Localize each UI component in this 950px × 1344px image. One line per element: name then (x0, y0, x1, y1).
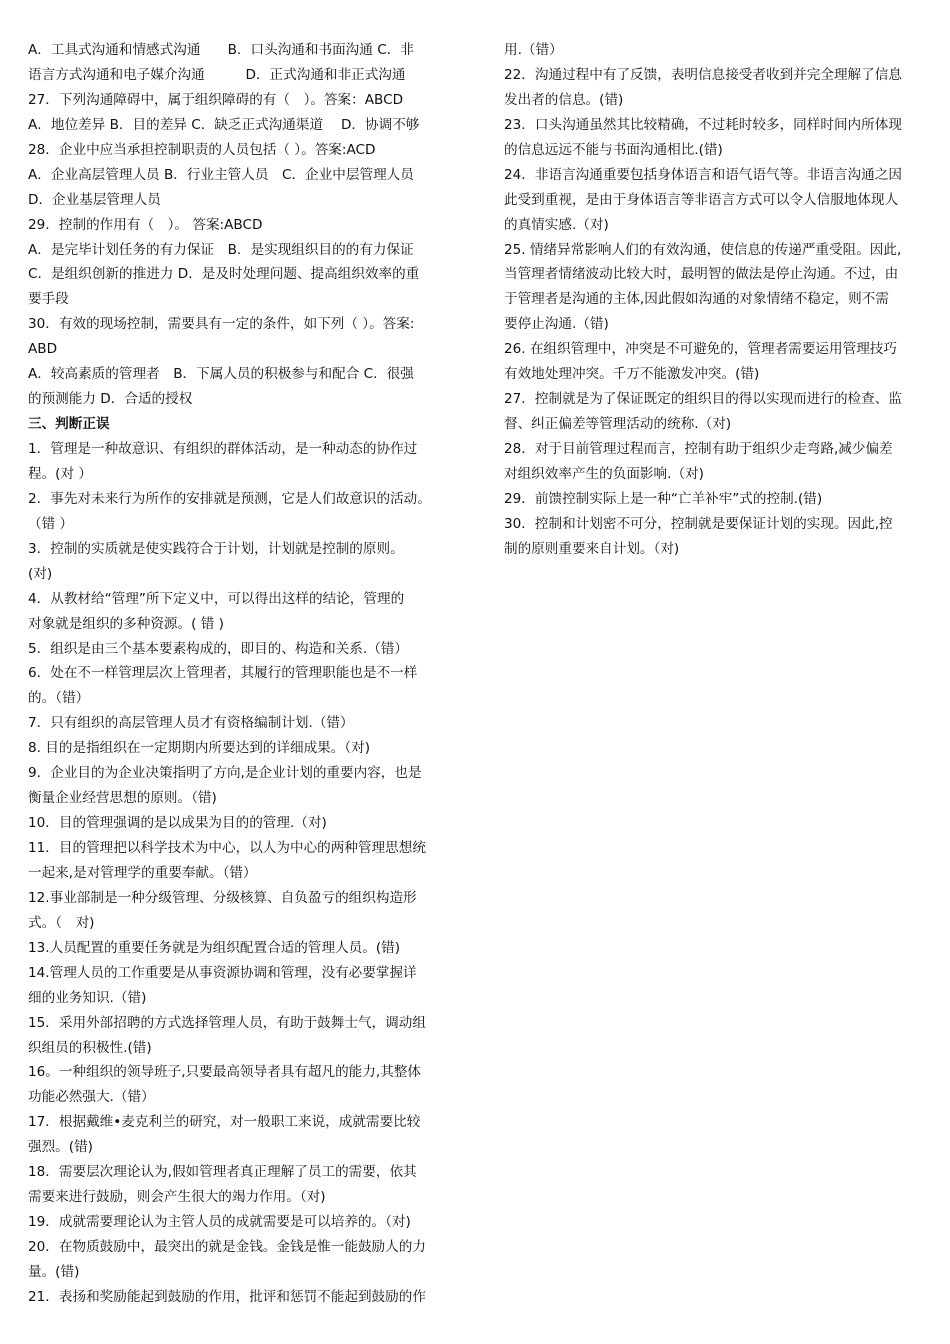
text-line: 11．目的管理把以科学技术为中心，以人为中心的两种管理思想统 (28, 840, 426, 856)
text-line: 功能必然强大.（错） (28, 1089, 155, 1106)
text-line: 的预测能力 D．合适的授权 (28, 391, 193, 408)
left-column (28, 38, 448, 1310)
text-line: 25. 情绪异常影响人们的有效沟通，使信息的传递严重受阻。因此, (504, 241, 902, 258)
text-line: 20．在物质鼓励中，最突出的就是金钱。金钱是惟一能鼓励人的力 (28, 1239, 426, 1255)
text-line: D．企业基层管理人员 (28, 191, 161, 208)
text-line: 28．企业中应当承担控制职责的人员包括（ ）。答案:ACD (28, 141, 376, 158)
text-line: 13.人员配置的重要任务就是为组织配置合适的管理人员。(错) (28, 939, 401, 956)
text-line: 30．控制和计划密不可分，控制就是要保证计划的实现。因此,控 (504, 515, 893, 532)
text-line: 21．表扬和奖励能起到鼓励的作用，批评和惩罚不能起到鼓励的作 (28, 1288, 426, 1305)
text-line: 16。一种组织的领导班子,只要最高领导者具有超凡的能力,其整体 (28, 1064, 421, 1081)
text-line: 7．只有组织的高层管理人员才有资格编制计划.（错） (28, 715, 354, 732)
text-line: 27．控制就是为了保证既定的组织目的得以实现而进行的检查、监 (504, 391, 902, 408)
text-line: 9．企业目的为企业决策指明了方向,是企业计划的重要内容，也是 (28, 765, 422, 782)
text-line: 19．成就需要理论认为主管人员的成就需要是可以培养的。（对) (28, 1214, 411, 1231)
text-line: 发出者的信息。(错) (504, 91, 624, 108)
text-line: A．地位差异 B．目的差异 C．缺乏正式沟通渠道 D．协调不够 (28, 116, 420, 133)
text-line: 22．沟通过程中有了反馈，表明信息接受者收到并完全理解了信息 (504, 66, 902, 83)
text-line: A．企业高层管理人员 B．行业主管人员 C．企业中层管理人员 (28, 166, 414, 183)
text-line: 26. 在组织管理中，冲突是不可避免的，管理者需要运用管理技巧 (504, 341, 897, 358)
text-line: 有效地处理冲突。千万不能激发冲突。(错) (504, 366, 760, 383)
text-line: 8. 目的是指组织在一定期期内所要达到的详细成果。（对) (28, 740, 371, 757)
right-column (504, 38, 924, 562)
text-line: 3．控制的实质就是使实践符合于计划，计划就是控制的原则。 (28, 540, 404, 557)
text-line: 的信息远远不能与书面沟通相比.(错) (504, 141, 723, 158)
text-line: 一起来,是对管理学的重要奉献。（错） (28, 864, 257, 881)
text-line: 要手段 (28, 291, 69, 308)
text-line: 28．对于目前管理过程而言，控制有助于组织少走弯路,减少偏差 (504, 441, 893, 457)
text-line: ABD (28, 341, 58, 358)
text-line: A．较高素质的管理者 B．下属人员的积极参与和配合 C．很强 (28, 366, 414, 383)
text-line: 督、纠正偏差等管理活动的统称.（对) (504, 416, 732, 433)
text-line: 10．目的管理强调的是以成果为目的的管理.（对) (28, 815, 327, 832)
text-line: 15．采用外部招聘的方式选择管理人员，有助于鼓舞士气，调动组 (28, 1014, 426, 1031)
text-line: 制的原则重要来自计划。（对) (504, 540, 680, 557)
text-line: 30．有效的现场控制，需要具有一定的条件，如下列（ ）。答案: (28, 316, 415, 333)
text-line: 2．事先对未来行为所作的安排就是预测，它是人们故意识的活动。 (28, 490, 431, 507)
text-line: 24．非语言沟通重要包括身体语言和语气语气等。非语言沟通之因 (504, 166, 902, 183)
text-line: 此受到重视，是由于身体语言等非语言方式可以令人信服地体现人 (504, 191, 899, 208)
text-line: 17．根据戴维•麦克利兰的研究，对一般职工来说，成就需要比较 (28, 1114, 421, 1131)
text-line: 23．口头沟通虽然其比较精确，不过耗时较多，同样时间内所体现 (504, 116, 902, 133)
text-line: 式。（ 对) (28, 914, 95, 931)
text-line: 衡量企业经营思想的原则。（错) (28, 790, 217, 807)
text-line: 6．处在不一样管理层次上管理者，其履行的管理职能也是不一样 (28, 665, 418, 682)
text-line: 12.事业部制是一种分级管理、分级核算、自负盈亏的组织构造形 (28, 889, 417, 906)
text-line: C．是组织创新的推进力 D．是及时处理问题、提高组织效率的重 (28, 266, 420, 283)
text-line: 14.管理人员的工作重要是从事资源协调和管理，没有必要掌握详 (28, 964, 417, 981)
text-line: 细的业务知识.（错) (28, 989, 147, 1006)
text-line: 于管理者是沟通的主体,因此假如沟通的对象情绪不稳定，则不需 (504, 291, 889, 308)
text-line: 语言方式沟通和电子媒介沟通 D．正式沟通和非正式沟通 (28, 66, 406, 83)
text-line: A．工具式沟通和情感式沟通 B．口头沟通和书面沟通 C．非 (28, 42, 414, 58)
text-line: 29．前馈控制实际上是一种“亡羊补牢”式的控制.(错) (504, 490, 823, 507)
text-line: 4．从教材给“管理”所下定义中，可以得出这样的结论，管理的 (28, 590, 405, 607)
text-line: 当管理者情绪波动比较大时，最明智的做法是停止沟通。不过，由 (504, 266, 899, 283)
text-line: 18．需要层次理论认为,假如管理者真正理解了员工的需要，依其 (28, 1164, 417, 1181)
text-line: 要停止沟通.（错) (504, 316, 609, 333)
text-line: 程。(对 ） (28, 465, 92, 482)
text-line: 27．下列沟通障碍中，属于组织障碍的有（ ）。答案：ABCD (28, 91, 404, 108)
text-line: A．是完毕计划任务的有力保证 B．是实现组织目的的有力保证 (28, 241, 414, 258)
text-line: （错 ） (28, 515, 74, 532)
text-line: 织组员的积极性.(错) (28, 1039, 152, 1056)
text-line: 用.（错） (504, 42, 563, 58)
text-line: 的。（错） (28, 690, 90, 707)
text-line: 1．管理是一种故意识、有组织的群体活动，是一种动态的协作过 (28, 441, 418, 457)
text-line: 强烈。(错) (28, 1139, 93, 1156)
section-heading: 三、判断正误 (28, 416, 110, 433)
text-line: 对象就是组织的多种资源。( 错 ) (28, 615, 224, 632)
text-line: 5．组织是由三个基本要素构成的，即目的、构造和关系.（错） (28, 640, 408, 657)
text-line: 的真情实感.（对) (504, 216, 609, 233)
text-line: 对组织效率产生的负面影响.（对) (504, 465, 704, 482)
text-line: 需要来进行鼓励，则会产生很大的竭力作用。（对) (28, 1189, 326, 1206)
text-line: 量。(错) (28, 1263, 80, 1280)
text-line: 29．控制的作用有（ ）。 答案:ABCD (28, 216, 263, 233)
text-line: (对) (28, 565, 53, 582)
